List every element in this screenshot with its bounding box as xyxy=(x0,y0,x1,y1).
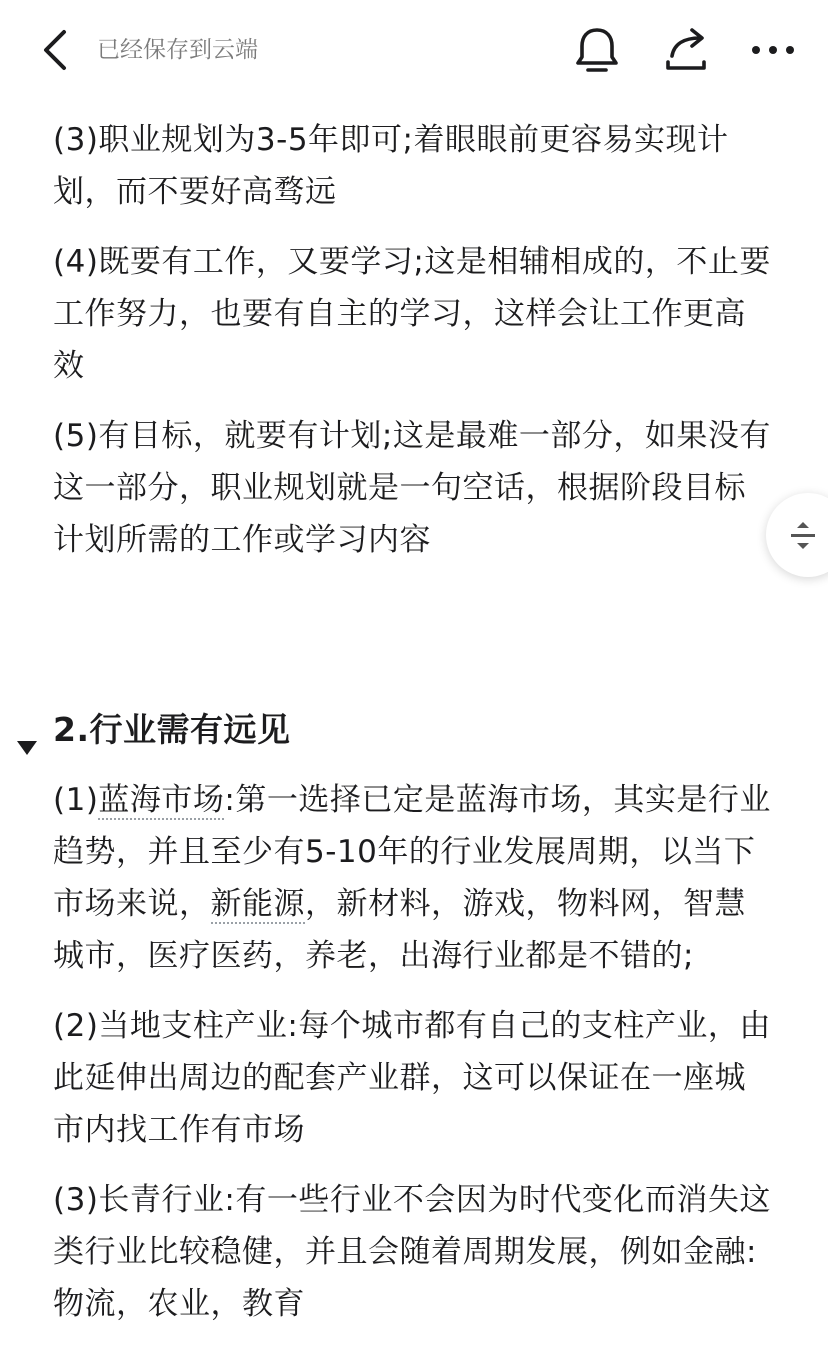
more-button[interactable] xyxy=(748,30,798,70)
expand-collapse-button[interactable] xyxy=(766,493,828,577)
paragraph-industry-3: (3)长青行业:有一些行业不会因为时代变化而消失这类行业比较稳健，并且会随着周期发展，例如金融:物流，农业，教育 xyxy=(53,1182,771,1322)
top-bar xyxy=(0,0,828,100)
collapse-toggle[interactable] xyxy=(16,721,38,739)
bell-icon xyxy=(572,24,622,76)
expand-collapse-icon xyxy=(788,519,818,553)
save-status: 已经保存到云端 xyxy=(97,37,258,63)
paragraph-text: :第一选择已定是蓝海市场，其实是行业趋势，并且至少有5-10年的行业发展周期，以当下市场来说， xyxy=(53,782,771,922)
paragraph-item-4: (4)既要有工作，又要学习;这是相辅相成的，不止要工作努力，也要有自主的学习，这样会让工作更高效 xyxy=(53,244,771,384)
paragraph-industry-2: (2)当地支柱产业:每个城市都有自己的支柱产业，由此延伸出周边的配套产业群，这可以保证在一座城市内找工作有市场 xyxy=(53,1008,771,1148)
document-content xyxy=(53,114,775,1348)
triangle-down-icon xyxy=(16,739,38,757)
section-heading-row xyxy=(53,704,775,756)
share-icon xyxy=(660,24,712,76)
paragraph-item-3: (3)职业规划为3-5年即可;着眼眼前更容易实现计划，而不要好高骛远 xyxy=(53,122,729,210)
section-spacer xyxy=(53,584,775,704)
section-heading: 2.行业需有远见 xyxy=(53,710,291,749)
notifications-button[interactable] xyxy=(572,24,622,76)
linked-term-blue-ocean[interactable]: 蓝海市场 xyxy=(98,782,225,818)
item-prefix: (1) xyxy=(53,782,99,818)
paragraph-item-5: (5)有目标，就要有计划;这是最难一部分，如果没有这一部分，职业规划就是一句空话，根据阶段目标计划所需的工作或学习内容 xyxy=(53,418,771,558)
paragraph-industry-1 xyxy=(53,774,775,982)
back-button[interactable] xyxy=(34,26,78,74)
paragraph-text: ，新材料，游戏，物料网，智慧城市，医疗医药，养老，出海行业都是不错的; xyxy=(53,886,746,974)
chevron-left-icon xyxy=(34,26,78,74)
share-button[interactable] xyxy=(660,24,712,76)
linked-term-new-energy[interactable]: 新能源 xyxy=(210,886,305,922)
more-horizontal-icon xyxy=(748,30,798,70)
